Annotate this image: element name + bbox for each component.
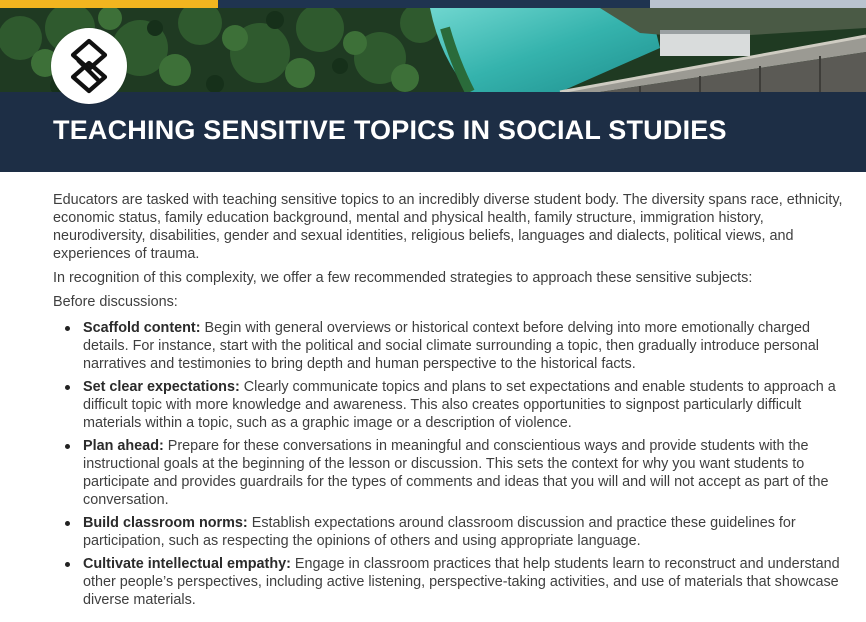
bullet-icon xyxy=(65,385,70,390)
list-item xyxy=(53,514,848,550)
bullet-icon xyxy=(65,521,70,526)
strategy-term: Plan ahead: xyxy=(83,438,164,454)
strategy-list xyxy=(53,319,848,609)
strategy-text: Engage in classroom practices that help students learn to reconstruct and understand other people’s perspectives, including active listening, perspective-taking activities, and use of materials that showcase diverse materials. xyxy=(83,556,840,608)
list-item xyxy=(53,378,848,432)
strategy-text: Establish expectations around classroom discussion and practice these guidelines for participation, such as respecting the opinions of others and using appropriate language. xyxy=(83,515,796,549)
before-discussions-label: Before discussions: xyxy=(53,294,178,310)
strategy-term: Cultivate intellectual empathy: xyxy=(83,556,291,572)
strategy-term: Set clear expectations: xyxy=(83,379,240,395)
strategy-term: Scaffold content: xyxy=(83,320,201,336)
recognition-paragraph: In recognition of this complexity, we offer a few recommended strategies to approach these sensitive subjects: xyxy=(53,270,753,286)
bullet-icon xyxy=(65,562,70,567)
intro-paragraph: Educators are tasked with teaching sensitive topics to an incredibly diverse student body. The diversity spans race, ethnicity, economic status, family education background, mental and physical health, family structure, immigration history, neurodiversity, disabilities, gender and sexual identities, religious beliefs, languages and dialects, political views, and experiences of trauma. xyxy=(53,192,843,262)
bullet-icon xyxy=(65,444,70,449)
strategy-text: Clearly communicate topics and plans to set expectations and enable students to approach a difficult topic with more knowledge and awareness. This also creates opportunities to signpost particularly difficult materials within a topic, such as a graphic image or a description of violence. xyxy=(83,379,836,431)
organization-logo xyxy=(51,28,127,104)
accent-segment-gray xyxy=(650,0,866,8)
top-accent-bar xyxy=(0,0,866,8)
strategy-text: Prepare for these conversations in meaningful and conscientious ways and provide students with the instructional goals at the beginning of the lesson or discussion. This sets the context for why you want students to participate and provides guardrails for the types of comments and ideas that you will and will not accept as part of the conversation. xyxy=(83,438,829,508)
strategy-term: Build classroom norms: xyxy=(83,515,248,531)
logo-knot-icon xyxy=(66,38,112,94)
bullet-icon xyxy=(65,326,70,331)
list-item xyxy=(53,555,848,609)
list-item xyxy=(53,437,848,509)
hero-photo-illustration xyxy=(0,8,866,92)
accent-segment-navy xyxy=(218,0,650,8)
list-item xyxy=(53,319,848,373)
accent-segment-gold xyxy=(0,0,218,8)
document-body xyxy=(53,191,848,614)
strategy-text: Begin with general overviews or historical context before delving into more emotionally charged details. For instance, start with the political and social climate surrounding a topic, then gradually introduce personal narratives and testimonies to bring depth and human perspective to the historical facts. xyxy=(83,320,819,372)
title-banner xyxy=(0,92,866,172)
hero-photo xyxy=(0,8,866,92)
page-title: TEACHING SENSITIVE TOPICS IN SOCIAL STUDIES xyxy=(53,115,727,145)
